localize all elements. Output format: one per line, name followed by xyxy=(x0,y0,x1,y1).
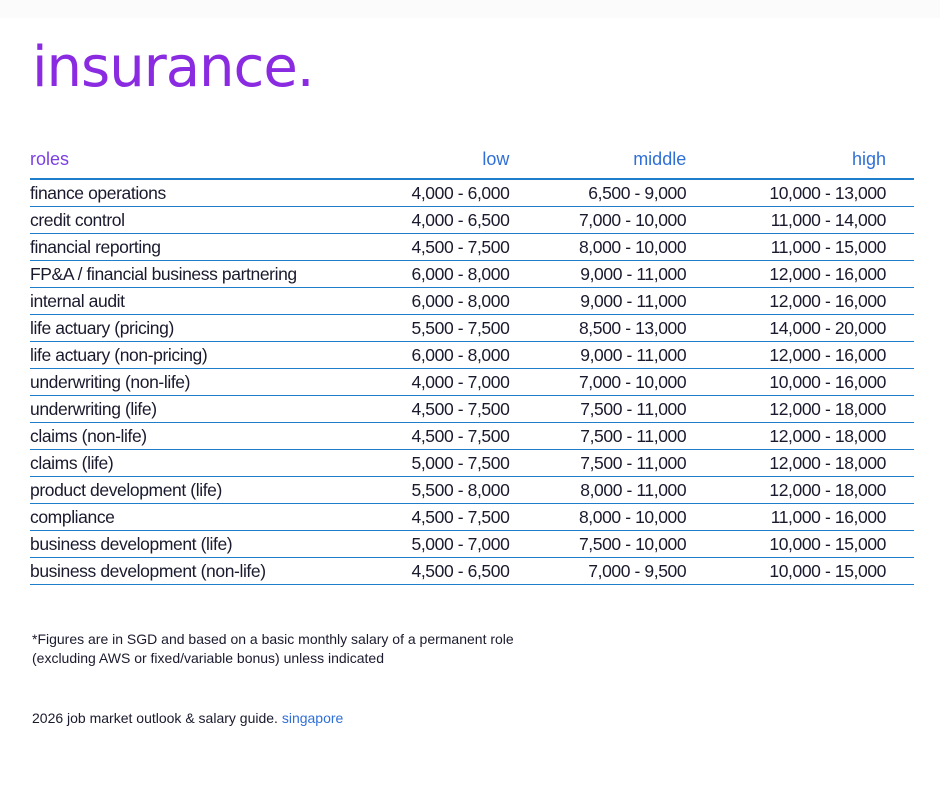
cell-low: 6,000 - 8,000 xyxy=(360,342,510,369)
table-row xyxy=(30,450,914,477)
cell-low: 5,500 - 7,500 xyxy=(360,315,510,342)
table-row xyxy=(30,423,914,450)
cell-high: 12,000 - 16,000 xyxy=(686,342,914,369)
cell-high: 12,000 - 18,000 xyxy=(686,423,914,450)
cell-high: 10,000 - 13,000 xyxy=(686,179,914,207)
cell-role: claims (non-life) xyxy=(30,423,360,450)
table-row xyxy=(30,504,914,531)
cell-high: 11,000 - 14,000 xyxy=(686,207,914,234)
table-row xyxy=(30,531,914,558)
cell-high: 10,000 - 15,000 xyxy=(686,531,914,558)
header-middle: middle xyxy=(509,140,686,179)
cell-middle: 7,500 - 10,000 xyxy=(509,531,686,558)
cell-low: 6,000 - 8,000 xyxy=(360,288,510,315)
table-body xyxy=(30,179,914,585)
cell-high: 12,000 - 16,000 xyxy=(686,288,914,315)
table-row xyxy=(30,315,914,342)
cell-high: 10,000 - 16,000 xyxy=(686,369,914,396)
table-row xyxy=(30,342,914,369)
table-row xyxy=(30,558,914,585)
cell-low: 5,500 - 8,000 xyxy=(360,477,510,504)
page-title: insurance. xyxy=(32,35,314,100)
cell-high: 12,000 - 18,000 xyxy=(686,477,914,504)
cell-role: product development (life) xyxy=(30,477,360,504)
cell-middle: 9,000 - 11,000 xyxy=(509,288,686,315)
table-row xyxy=(30,396,914,423)
table-header-row xyxy=(30,140,914,179)
cell-low: 4,500 - 7,500 xyxy=(360,234,510,261)
cell-low: 5,000 - 7,000 xyxy=(360,531,510,558)
cell-low: 4,000 - 6,000 xyxy=(360,179,510,207)
cell-middle: 8,000 - 10,000 xyxy=(509,504,686,531)
cell-low: 6,000 - 8,000 xyxy=(360,261,510,288)
cell-high: 12,000 - 16,000 xyxy=(686,261,914,288)
cell-high: 12,000 - 18,000 xyxy=(686,450,914,477)
cell-low: 4,500 - 6,500 xyxy=(360,558,510,585)
guide-footer xyxy=(32,710,343,726)
cell-low: 4,500 - 7,500 xyxy=(360,423,510,450)
table-row xyxy=(30,234,914,261)
cell-high: 10,000 - 15,000 xyxy=(686,558,914,585)
table-row xyxy=(30,477,914,504)
cell-middle: 8,500 - 13,000 xyxy=(509,315,686,342)
cell-low: 4,000 - 6,500 xyxy=(360,207,510,234)
footer-guide-title: 2026 job market outlook & salary guide. xyxy=(32,710,278,726)
cell-middle: 7,000 - 10,000 xyxy=(509,207,686,234)
cell-low: 5,000 - 7,500 xyxy=(360,450,510,477)
header-high: high xyxy=(686,140,914,179)
cell-middle: 6,500 - 9,000 xyxy=(509,179,686,207)
cell-middle: 8,000 - 11,000 xyxy=(509,477,686,504)
cell-role: internal audit xyxy=(30,288,360,315)
cell-role: credit control xyxy=(30,207,360,234)
cell-middle: 7,000 - 10,000 xyxy=(509,369,686,396)
cell-high: 12,000 - 18,000 xyxy=(686,396,914,423)
table-row xyxy=(30,261,914,288)
cell-low: 4,500 - 7,500 xyxy=(360,396,510,423)
cell-middle: 7,500 - 11,000 xyxy=(509,450,686,477)
table-row xyxy=(30,288,914,315)
cell-high: 14,000 - 20,000 xyxy=(686,315,914,342)
header-roles: roles xyxy=(30,140,360,179)
cell-role: life actuary (non-pricing) xyxy=(30,342,360,369)
cell-middle: 7,500 - 11,000 xyxy=(509,423,686,450)
cell-role: finance operations xyxy=(30,179,360,207)
cell-role: life actuary (pricing) xyxy=(30,315,360,342)
cell-middle: 8,000 - 10,000 xyxy=(509,234,686,261)
cell-low: 4,500 - 7,500 xyxy=(360,504,510,531)
salary-table xyxy=(30,140,914,585)
table-row xyxy=(30,179,914,207)
table-row xyxy=(30,207,914,234)
salary-guide-page xyxy=(0,18,940,788)
cell-role: compliance xyxy=(30,504,360,531)
cell-low: 4,000 - 7,000 xyxy=(360,369,510,396)
cell-role: underwriting (non-life) xyxy=(30,369,360,396)
cell-high: 11,000 - 16,000 xyxy=(686,504,914,531)
cell-high: 11,000 - 15,000 xyxy=(686,234,914,261)
cell-role: business development (life) xyxy=(30,531,360,558)
cell-role: financial reporting xyxy=(30,234,360,261)
footer-region: singapore xyxy=(281,710,344,726)
cell-role: business development (non-life) xyxy=(30,558,360,585)
cell-middle: 7,500 - 11,000 xyxy=(509,396,686,423)
table-row xyxy=(30,369,914,396)
cell-middle: 9,000 - 11,000 xyxy=(509,342,686,369)
salary-footnote: *Figures are in SGD and based on a basic monthly salary of a permanent role (excluding AWS or fixed/variable bonus) unless indicated xyxy=(32,631,514,666)
cell-role: underwriting (life) xyxy=(30,396,360,423)
cell-middle: 7,000 - 9,500 xyxy=(509,558,686,585)
header-low: low xyxy=(360,140,510,179)
cell-role: claims (life) xyxy=(30,450,360,477)
cell-middle: 9,000 - 11,000 xyxy=(509,261,686,288)
cell-role: FP&A / financial business partnering xyxy=(30,261,360,288)
